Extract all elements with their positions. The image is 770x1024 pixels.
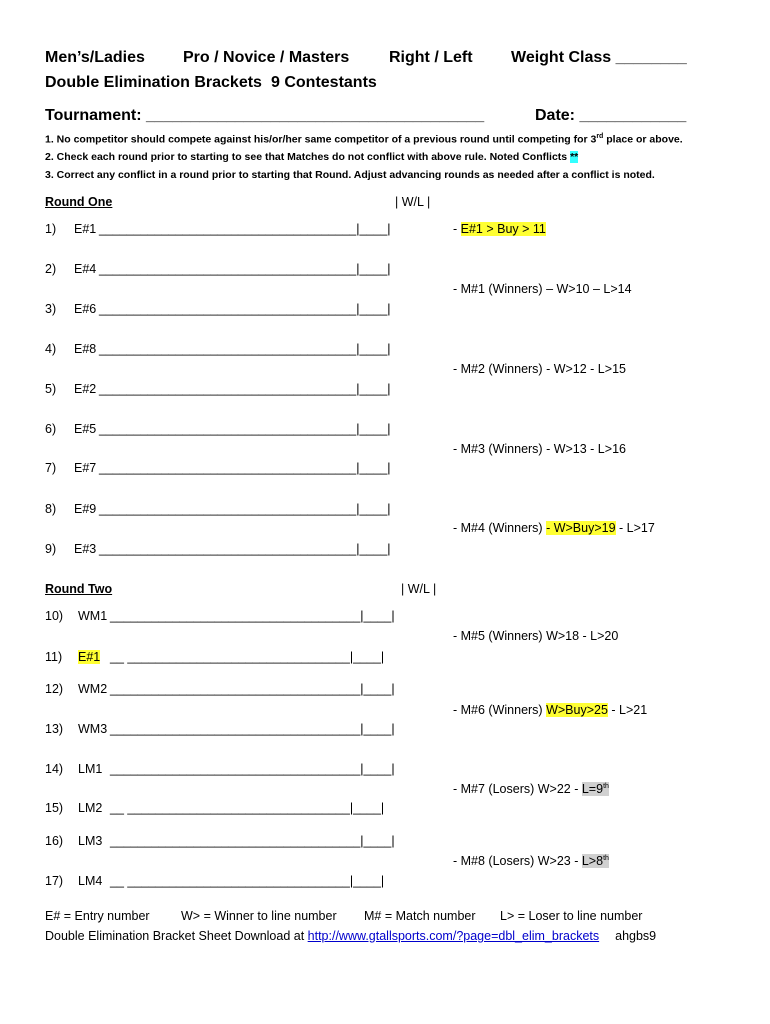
- line-blank-field[interactable]: _____________________________________|____|: [99, 342, 391, 356]
- line-blank-field[interactable]: ____________________________________|____|: [110, 722, 395, 736]
- division-label: Pro / Novice / Masters: [183, 49, 350, 66]
- rule-1: 1. No competitor should compete against his/or/her same competitor of a previous round until competing for 3rd place or above.: [45, 133, 683, 146]
- line-blank-field[interactable]: ____________________________________|____|: [110, 762, 395, 776]
- legend-loser: L> = Loser to line number: [500, 909, 643, 923]
- match-m6: - M#6 (Winners) W>Buy>25 - L>21: [453, 703, 648, 717]
- conflict-marker: **: [570, 151, 579, 163]
- line-entry: WM2: [78, 682, 108, 696]
- line-entry: E#1: [78, 650, 101, 664]
- round-two-title: Round Two: [45, 582, 113, 596]
- line-number: 8): [45, 502, 57, 516]
- line-blank-field[interactable]: _____________________________________|____|: [99, 422, 391, 436]
- line-number: 2): [45, 262, 57, 276]
- line-blank-field[interactable]: _____________________________________|____|: [99, 502, 391, 516]
- line-blank-field[interactable]: _____________________________________|____|: [99, 542, 391, 556]
- round-one-wl-header: | W/L |: [395, 195, 431, 209]
- legend-winner: W> = Winner to line number: [181, 909, 337, 923]
- rule-3: 3. Correct any conflict in a round prior to starting that Round. Adjust advancing rounds as needed after a conflict is noted.: [45, 169, 655, 181]
- line-blank-field[interactable]: __ ________________________________|____|: [110, 874, 385, 888]
- weight-class-field[interactable]: Weight Class ________: [511, 49, 687, 66]
- line-entry: E#8: [74, 342, 97, 356]
- line-blank-field[interactable]: _____________________________________|____|: [99, 461, 391, 475]
- line-blank-field[interactable]: __ ________________________________|____|: [110, 801, 385, 815]
- line-blank-field[interactable]: _____________________________________|____|: [99, 222, 391, 236]
- line-blank-field[interactable]: _____________________________________|____|: [99, 262, 391, 276]
- line-blank-field[interactable]: _____________________________________|____|: [99, 382, 391, 396]
- bracket-type: Double Elimination Brackets: [45, 74, 262, 91]
- line-number: 7): [45, 461, 57, 475]
- round-two-wl-header: | W/L |: [401, 582, 437, 596]
- line-number: 1): [45, 222, 57, 236]
- line-number: 9): [45, 542, 57, 556]
- line-entry: E#4: [74, 262, 97, 276]
- line-number: 6): [45, 422, 57, 436]
- line-number: 10): [45, 609, 64, 623]
- line-entry: LM4: [78, 874, 103, 888]
- line-blank-field[interactable]: __ ________________________________|____|: [110, 650, 385, 664]
- line-entry: WM1: [78, 609, 108, 623]
- rule-2: 2. Check each round prior to starting to see that Matches do not conflict with above rule. Noted Conflicts **: [45, 151, 579, 163]
- match-buy: - E#1 > Buy > 11: [453, 222, 546, 236]
- line-entry: WM3: [78, 722, 108, 736]
- line-entry: E#1: [74, 222, 97, 236]
- match-m2: - M#2 (Winners) - W>12 - L>15: [453, 362, 626, 376]
- line-blank-field[interactable]: ____________________________________|____|: [110, 609, 395, 623]
- line-entry: E#2: [74, 382, 97, 396]
- tournament-field[interactable]: Tournament: ______________________________________: [45, 107, 485, 124]
- match-m4: - M#4 (Winners) - W>Buy>19 - L>17: [453, 521, 655, 535]
- line-number: 13): [45, 722, 64, 736]
- download-line: Double Elimination Bracket Sheet Download at http://www.gtallsports.com/?page=dbl_elim_brackets ahgbs9: [45, 929, 657, 943]
- line-entry: E#3: [74, 542, 97, 556]
- match-m3: - M#3 (Winners) - W>13 - L>16: [453, 442, 626, 456]
- legend-match: M# = Match number: [364, 909, 476, 923]
- line-number: 11): [45, 650, 63, 664]
- contestant-count: 9 Contestants: [271, 74, 377, 91]
- line-entry: E#7: [74, 461, 97, 475]
- line-number: 14): [45, 762, 64, 776]
- download-link[interactable]: http://www.gtallsports.com/?page=dbl_elim_brackets: [307, 929, 600, 943]
- gender-label: Men’s/Ladies: [45, 49, 145, 66]
- legend-entry: E# = Entry number: [45, 909, 150, 923]
- sheet-code: ahgbs9: [615, 929, 657, 943]
- line-number: 4): [45, 342, 57, 356]
- line-blank-field[interactable]: _____________________________________|____|: [99, 302, 391, 316]
- line-blank-field[interactable]: ____________________________________|____|: [110, 834, 395, 848]
- line-number: 16): [45, 834, 64, 848]
- match-m5: - M#5 (Winners) W>18 - L>20: [453, 629, 619, 643]
- match-m8: - M#8 (Losers) W>23 - L>8th: [453, 854, 609, 868]
- line-number: 17): [45, 874, 64, 888]
- line-entry: LM3: [78, 834, 103, 848]
- line-number: 12): [45, 682, 64, 696]
- line-entry: LM2: [78, 801, 103, 815]
- round-one-title: Round One: [45, 195, 113, 209]
- line-entry: LM1: [78, 762, 103, 776]
- line-entry: E#6: [74, 302, 97, 316]
- line-number: 15): [45, 801, 64, 815]
- line-blank-field[interactable]: ____________________________________|____|: [110, 682, 395, 696]
- match-m1: - M#1 (Winners) – W>10 – L>14: [453, 282, 632, 296]
- line-entry: E#5: [74, 422, 97, 436]
- line-number: 3): [45, 302, 57, 316]
- line-entry: E#9: [74, 502, 97, 516]
- hand-label: Right / Left: [389, 49, 473, 66]
- line-number: 5): [45, 382, 57, 396]
- date-field[interactable]: Date: ____________: [535, 107, 687, 124]
- match-m7: - M#7 (Losers) W>22 - L=9th: [453, 782, 609, 796]
